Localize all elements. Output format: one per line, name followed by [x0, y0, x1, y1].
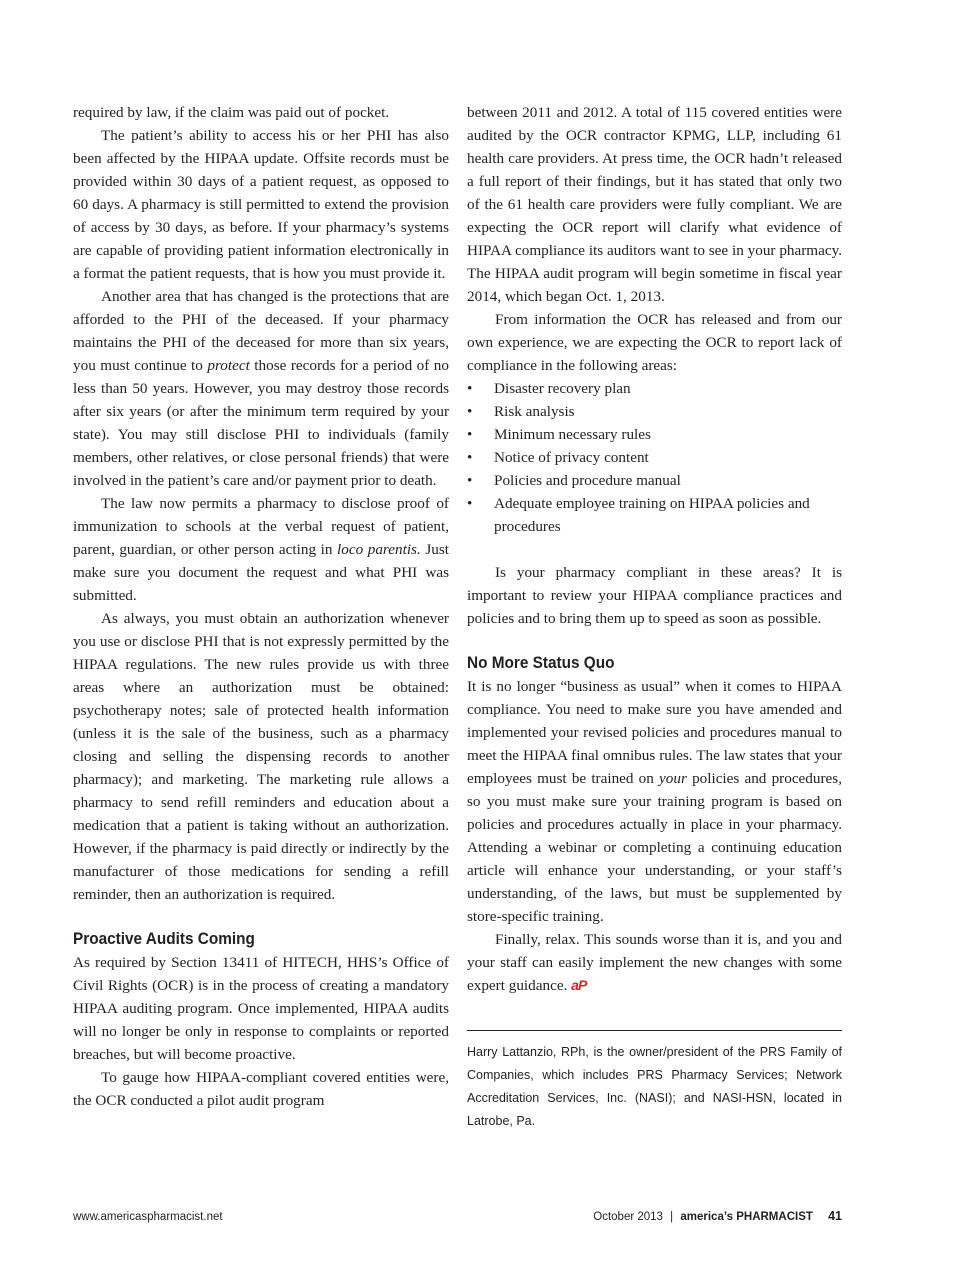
issue-date: October 2013 — [593, 1211, 663, 1223]
bullet-icon: • — [467, 403, 473, 420]
page-number: 41 — [828, 1209, 842, 1223]
paragraph: Finally, relax. This sounds worse than it is, and you and your staff can easily implement the new changes with some expert guidance. aP — [467, 931, 842, 994]
bullet-icon: • — [467, 449, 473, 466]
list-item: • Notice of privacy content — [467, 446, 842, 469]
bullet-icon: • — [467, 472, 473, 489]
section-heading: No More Status Quo — [467, 654, 615, 672]
author-bio: Harry Lattanzio, RPh, is the owner/president of the PRS Family of Companies, which includes PRS Pharmacy Services; Network Accreditation Services, Inc. (NASI); and NASI-HSN, located in Latrobe, Pa. — [467, 1045, 842, 1128]
page-footer — [73, 1209, 842, 1229]
paragraph: The law now permits a pharmacy to disclose proof of immunization to schools at the verbal request of patient, parent, guardian, or other person acting in loco parentis. Just make sure you document the request and what PHI was submitted. — [73, 495, 449, 604]
magazine-brand: america’s PHARMACIST — [680, 1211, 813, 1223]
list-item: • Minimum necessary rules — [467, 423, 842, 446]
footer-url[interactable]: www.americaspharmacist.net — [73, 1211, 223, 1223]
footer-right — [593, 1209, 842, 1223]
divider — [467, 1030, 842, 1031]
compliance-list — [467, 377, 842, 538]
right-column — [467, 101, 842, 1133]
paragraph: The patient’s ability to access his or her PHI has also been affected by the HIPAA update. Offsite records must be provided within 30 days of a patient request, as opposed to 60 days. A pharmacy is still permitted to extend the provision of access by 30 days, as before. If your pharmacy’s systems are capable of providing patient information electronically in a format the patient requests, that is how you must provide it. — [73, 127, 449, 282]
list-item: • Adequate employee training on HIPAA policies and procedures — [467, 492, 842, 538]
paragraph: Is your pharmacy compliant in these areas? It is important to review your HIPAA compliance practices and policies and to bring them up to speed as soon as possible. — [467, 564, 842, 627]
paragraph: between 2011 and 2012. A total of 115 covered entities were audited by the OCR contractor KPMG, LLP, including 61 health care providers. At press time, the OCR hadn’t released a full report of their findings, but it has stated that only two of the 61 health care providers were fully compliant. We are expecting the OCR report will clarify what evidence of HIPAA compliance its auditors want to see in your pharmacy. The HIPAA audit program will begin sometime in fiscal year 2014, which began Oct. 1, 2013. — [467, 104, 842, 305]
list-item: • Disaster recovery plan — [467, 377, 842, 400]
emphasis-text: protect — [207, 357, 250, 374]
paragraph: As required by Section 13411 of HITECH, HHS’s Office of Civil Rights (OCR) is in the process of creating a mandatory HIPAA auditing program. Once implemented, HIPAA audits will no longer be only in response to complaints or reported breaches, but will become proactive. — [73, 954, 449, 1063]
paragraph: Another area that has changed is the protections that are afforded to the PHI of the deceased. If your pharmacy maintains the PHI of the deceased for more than six years, you must continue to protect those records for a period of no less than 50 years. However, you may destroy those records after six years (or after the minimum term required by your state). You may still disclose PHI to individuals (family members, other relatives, or close personal friends) that were involved in the patient’s care and/or payment prior to death. — [73, 288, 449, 489]
paragraph: As always, you must obtain an authorization whenever you use or disclose PHI that is not expressly permitted by the HIPAA regulations. The new rules provide us with three areas where an authorization must be obtained: psychotherapy notes; sale of protected health information (unless it is the sale of the business, such as a pharmacy closing and selling the dispensing records to another pharmacy); and marketing. The marketing rule allows a pharmacy to send refill reminders and education about a medication that a patient is taking without an authorization. However, if the pharmacy is paid directly or indirectly by the manufacturer of those medications for sending a refill reminder, then an authorization is required. — [73, 610, 449, 903]
emphasis-text: your — [659, 770, 687, 787]
list-item: • Risk analysis — [467, 400, 842, 423]
paragraph: To gauge how HIPAA-compliant covered entities were, the OCR conducted a pilot audit program — [73, 1069, 449, 1109]
section-heading: Proactive Audits Coming — [73, 930, 255, 948]
bullet-icon: • — [467, 426, 473, 443]
paragraph: From information the OCR has released and from our own experience, we are expecting the OCR to report lack of compliance in the following areas: — [467, 311, 842, 374]
end-mark-icon: aP — [571, 977, 587, 993]
footer-separator: | — [670, 1211, 674, 1223]
paragraph: It is no longer “business as usual” when it comes to HIPAA compliance. You need to make sure you have amended and implemented your revised policies and procedures manual to meet the HIPAA final omnibus rules. The law states that your employees must be trained on your policies and procedures, so you must make sure your training program is based on policies and procedures actually in place in your pharmacy. Attending a webinar or completing a continuing education article will enhance your understanding, or your staff’s understanding, of the laws, but must be supplemented by store-specific training. — [467, 678, 842, 925]
list-item: • Policies and procedure manual — [467, 469, 842, 492]
left-column — [73, 101, 449, 1112]
paragraph: required by law, if the claim was paid out of pocket. — [73, 104, 390, 121]
bullet-icon: • — [467, 380, 473, 397]
bullet-icon: • — [467, 495, 473, 512]
emphasis-text: loco parentis. — [337, 541, 421, 558]
